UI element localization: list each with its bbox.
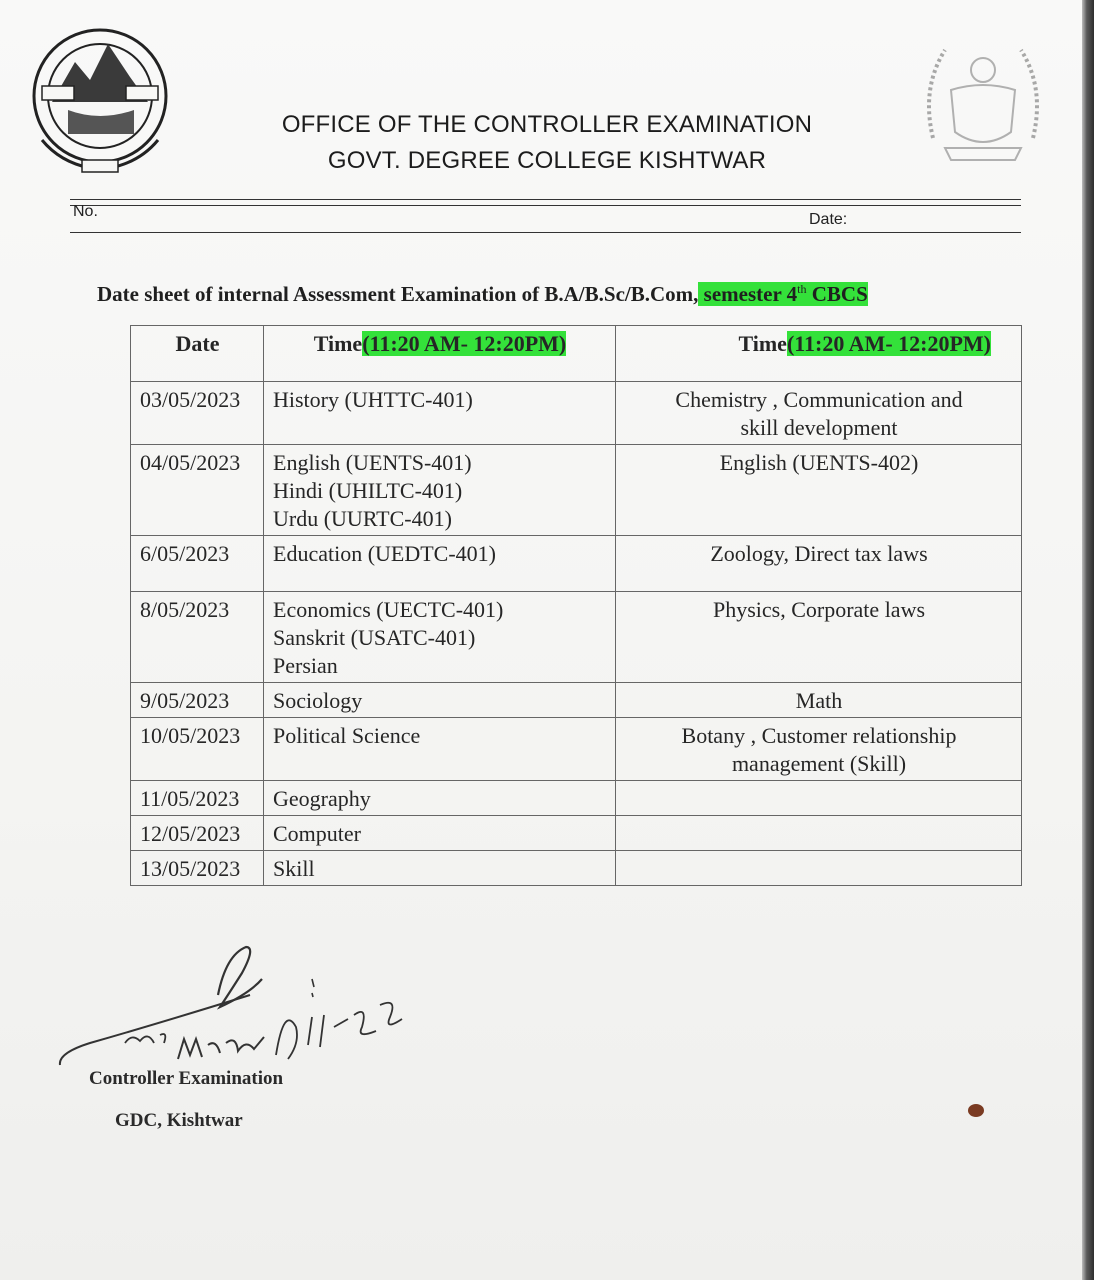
subject-line: Political Science	[273, 723, 421, 748]
subject-line: Hindi (UHILTC-401)	[273, 478, 463, 503]
time-value-highlight: (11:20 AM- 12:20PM)	[786, 331, 991, 356]
header-divider	[70, 232, 1021, 233]
signatory-place: GDC, Kishtwar	[115, 1110, 243, 1131]
table-row	[131, 592, 1022, 683]
date-label: Date:	[809, 211, 848, 228]
subject-line: Chemistry , Communication and	[675, 387, 963, 412]
subject-line: Geography	[273, 786, 371, 811]
semester-ordinal: th	[797, 282, 807, 296]
page-edge	[1082, 0, 1094, 1280]
subject-cell	[616, 781, 1022, 816]
subject-line: management (Skill)	[731, 751, 907, 776]
time-label: Time	[313, 331, 363, 356]
subject-line: Botany , Customer relationship	[681, 723, 957, 748]
semester-text: semester 4	[698, 282, 798, 306]
subject-line: Math	[795, 688, 843, 713]
header-divider	[70, 199, 1021, 200]
subject-line: English (UENTS-402)	[719, 450, 919, 475]
subject-cell	[264, 718, 616, 781]
subject-cell	[264, 816, 616, 851]
table-body	[131, 382, 1022, 886]
table-row	[131, 382, 1022, 445]
subject-cell	[616, 683, 1022, 718]
exam-date-cell: 8/05/2023	[131, 592, 264, 683]
exam-date-cell: 10/05/2023	[131, 718, 264, 781]
exam-date-cell: 03/05/2023	[131, 382, 264, 445]
table-row	[131, 683, 1022, 718]
subject-cell	[616, 445, 1022, 536]
signatory-title: Controller Examination	[89, 1068, 284, 1089]
time-label: Time	[738, 331, 787, 356]
subject-cell	[616, 592, 1022, 683]
subject-line: Sociology	[273, 688, 363, 713]
reference-number-label: No.	[73, 203, 98, 220]
subject-line: Economics (UECTC-401)	[273, 597, 504, 622]
table-row	[131, 816, 1022, 851]
subject-line: Sanskrit (USATC-401)	[273, 625, 476, 650]
subject-line: Education (UEDTC-401)	[273, 541, 496, 566]
subject-line: History (UHTTC-401)	[273, 387, 473, 412]
subject-line: Computer	[273, 821, 361, 846]
header-date: Date	[131, 326, 264, 382]
subject-line: Zoology, Direct tax laws	[710, 541, 928, 566]
subject-cell	[616, 718, 1022, 781]
subject-cell	[616, 382, 1022, 445]
handwritten-signature	[50, 935, 430, 1085]
semester-highlight	[698, 282, 867, 306]
table-row	[131, 445, 1022, 536]
subject-line: Skill	[273, 856, 315, 881]
exam-date-cell: 6/05/2023	[131, 536, 264, 592]
exam-date-cell: 9/05/2023	[131, 683, 264, 718]
subject-line: skill development	[740, 415, 898, 440]
subject-cell	[264, 851, 616, 886]
subject-cell	[616, 851, 1022, 886]
table-row	[131, 781, 1022, 816]
exam-date-cell: 13/05/2023	[131, 851, 264, 886]
header-time-1	[264, 326, 616, 382]
scheme-text: CBCS	[806, 282, 868, 306]
table-header-row	[131, 326, 1022, 382]
exam-date-cell: 11/05/2023	[131, 781, 264, 816]
subject-line: English (UENTS-401)	[273, 450, 472, 475]
exam-date-cell: 12/05/2023	[131, 816, 264, 851]
ink-stain	[968, 1104, 984, 1117]
subject-cell	[264, 781, 616, 816]
subject-cell	[264, 683, 616, 718]
office-title: OFFICE OF THE CONTROLLER EXAMINATION	[281, 111, 813, 138]
document-heading	[97, 282, 868, 307]
college-name: GOVT. DEGREE COLLEGE KISHTWAR	[327, 147, 767, 174]
heading-text: Date sheet of internal Assessment Examination of B.A/B.Sc/B.Com,	[97, 282, 699, 306]
subject-line: Persian	[273, 653, 338, 678]
subject-cell	[264, 592, 616, 683]
table-row	[131, 718, 1022, 781]
header-time-2	[616, 326, 1022, 382]
subject-cell	[264, 536, 616, 592]
subject-line: Physics, Corporate laws	[712, 597, 926, 622]
table-row	[131, 536, 1022, 592]
table-row	[131, 851, 1022, 886]
date-sheet-table	[130, 325, 1022, 886]
subject-cell	[264, 382, 616, 445]
subject-cell	[616, 536, 1022, 592]
subject-line: Urdu (UURTC-401)	[273, 506, 452, 531]
time-value-highlight: (11:20 AM- 12:20PM)	[362, 331, 567, 356]
header-divider	[70, 205, 1021, 206]
subject-cell	[616, 816, 1022, 851]
subject-cell	[264, 445, 616, 536]
exam-date-cell: 04/05/2023	[131, 445, 264, 536]
